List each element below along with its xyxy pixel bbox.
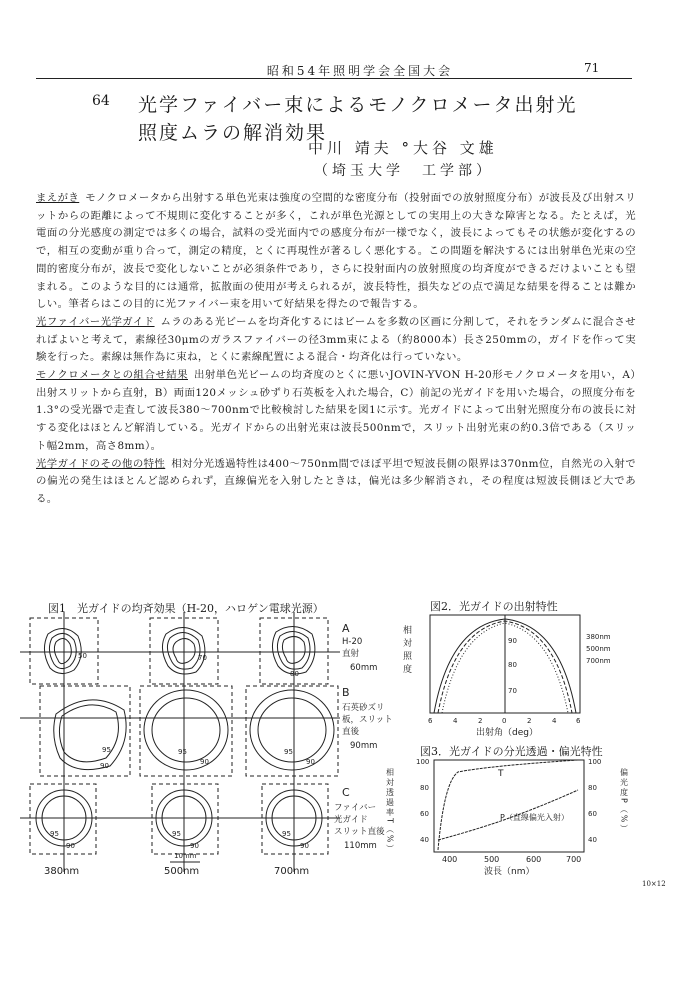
- legend-700: 700nm: [586, 657, 611, 665]
- row-a-label: A: [342, 622, 350, 635]
- figure2-chart: [388, 605, 638, 740]
- figure3-title: 図3．光ガイドの分光透過・偏光特性: [420, 745, 603, 758]
- row-a-label: 直射: [342, 649, 360, 659]
- row-b-label: 90mm: [350, 741, 378, 751]
- row-c-label: ファイバー: [334, 803, 377, 813]
- figure1-contour-maps: [20, 612, 393, 877]
- row-b-label: 石英砂ズリ: [342, 703, 385, 713]
- row-c-label: 110mm: [344, 841, 377, 851]
- affiliation: （埼玉大学 工学部）: [314, 163, 494, 179]
- legend-500: 500nm: [586, 645, 611, 653]
- section-introduction: [36, 190, 636, 314]
- figure2-xtick: 2: [478, 717, 483, 725]
- figure2-ytick: 70: [508, 687, 517, 695]
- contour-label: 90: [200, 758, 209, 766]
- contour-label: 90: [66, 842, 75, 850]
- curve-P-label: P（直線偏光入射）: [500, 813, 569, 822]
- figure2-xtick: 6: [576, 717, 581, 725]
- figure2-xtick: 6: [428, 717, 433, 725]
- section-text: モノクロメータから出射する単色光束は強度の空間的な密度分布（投射面での放射照度分布）が波長及び出射スリットからの距離によって不規則に変化することが多く，これが単色光源としての実用上の大きな障害となる。たとえば，光電面の分光感度の測定では多くの場合，試料の受光面内での感度分布が一様でなく，波長によってもその状態が変化するので，相互の変動が重り合って，測定の精度，とくに再現性が著るしく悪化する。この問題を解決するには出射単色光束の空間的密度分布が，波長で変化しないことが必須条件であり，さらに投射面内の放射照度の均斉度ができるだけよいことも望まれる。このような目的には通常，拡散面の使用が考えられるが，波長特性，損失などの点で満足な結果を得ることは難かしい。筆者らはこの目的に光ファイバー束を用いて好結果を得たので報告する。: [36, 192, 636, 311]
- contour-label: 95: [178, 748, 187, 756]
- row-c-label: 光ガイド: [334, 815, 368, 825]
- section-text: 相対分光透過特性は400～750nm間でほぼ平坦で短波長側の限界は370nm位，自然光の入射での偏光の発生はほとんど認められず，直線偏光を入射したときは，偏光は多少解消され，その程度は短波長側ほど大である。: [36, 457, 636, 505]
- figure2-ytick: 80: [508, 661, 517, 669]
- legend-380: 380nm: [586, 633, 611, 641]
- paper-title-line2: 照度ムラの解消効果: [138, 122, 328, 144]
- figure1-title: 図1 光ガイドの均斉効果（H-20，ハロゲン電球光源）: [48, 602, 324, 615]
- figure3-ytick-right: 80: [588, 784, 597, 792]
- contours-a-380: [44, 628, 81, 673]
- contour-label: 90: [100, 762, 109, 770]
- header-rule: [36, 78, 632, 79]
- contour-label: 90: [306, 758, 315, 766]
- contour-label: 90: [190, 842, 199, 850]
- contour-label: 95: [284, 748, 293, 756]
- body-text: [36, 190, 636, 509]
- contour-label: 95: [102, 746, 111, 754]
- figure2-title: 図2．光ガイドの出射特性: [430, 600, 558, 613]
- figure3-xlabel: 波長（nm）: [484, 867, 535, 877]
- curve-T: [438, 760, 578, 850]
- contour-b-700-90: [250, 690, 334, 770]
- paper-title-line1: 光学ファイバー束によるモノクロメータ出射光: [138, 94, 578, 116]
- contour-b-380-90: [54, 700, 126, 770]
- figure2-xlabel: 出射角（deg）: [476, 728, 538, 738]
- contour-label: 80: [290, 670, 299, 678]
- figure2-ytick: 90: [508, 637, 517, 645]
- row-b-label: 板，スリット: [342, 715, 393, 725]
- section-heading: モノクロメータとの組合せ結果: [36, 369, 188, 382]
- row-b-label: B: [342, 686, 350, 699]
- section-heading: 光学ガイドのその他の特性: [36, 457, 166, 470]
- contour-b-500-90: [144, 690, 228, 770]
- curve-T-label: T: [498, 769, 504, 779]
- figure2-xtick: 4: [552, 717, 557, 725]
- figure3-frame: [434, 760, 584, 852]
- figure2-xtick: 2: [527, 717, 532, 725]
- row-b-label: 直後: [342, 727, 360, 737]
- footer-code: 10×12: [642, 880, 666, 888]
- page-number: 71: [584, 61, 600, 75]
- contour-label: 90: [300, 842, 309, 850]
- contour-label: 95: [172, 830, 181, 838]
- figure3-ylabel-left: 相対透過率T（%）: [385, 768, 395, 855]
- section-monochromator: [36, 367, 636, 456]
- figure3-xtick: 600: [526, 855, 542, 864]
- figure3-ytick-right: 60: [588, 810, 597, 818]
- section-heading: 光ファイバー光学ガイド: [36, 315, 155, 328]
- section-text: ムラのある光ビームを均斉化するにはビームを多数の区画に分割して，それをランダムに混合させればよいと考えて，素線径30μmのガラスファイバーの径3mm束による（約8000本）長さ250mmの，ガイドを作って実験を行った。素線は無作為に束ね，とくに素線配置による混合・均斉化は行っていない。: [36, 315, 637, 364]
- contour-label: 95: [282, 830, 291, 838]
- contour-label: 70: [198, 654, 207, 662]
- figure3-ytick-right: 40: [588, 836, 597, 844]
- row-a-label: 60mm: [350, 663, 378, 673]
- figure3-ytick-left: 100: [416, 758, 430, 766]
- row-c-label: C: [342, 786, 350, 799]
- figure3-ytick-left: 40: [420, 836, 429, 844]
- figure3-ytick-right: 100: [588, 758, 602, 766]
- row-a-label: H-20: [342, 637, 363, 647]
- figure3-xtick: 400: [442, 855, 458, 864]
- figure3-chart: [385, 752, 638, 877]
- contour-label: 50: [78, 652, 87, 660]
- figure2-ylabel: 相対照度: [401, 625, 411, 677]
- section-fiber-guide: [36, 314, 636, 367]
- figure3-xtick: 700: [566, 855, 582, 864]
- figure3-ytick-left: 80: [420, 784, 429, 792]
- authors: 中川 靖夫 °大谷 文雄: [308, 139, 498, 157]
- column-label-380: 380nm: [44, 866, 80, 877]
- contour-label: 95: [50, 830, 59, 838]
- paper-number: 64: [92, 93, 110, 109]
- figure2-xtick: 4: [453, 717, 458, 725]
- section-text: 出射単色光ビームの均斉度のとくに悪いJOVIN-YVON H-20形モノクロメータを用い，A）出射スリットから直射，B）両面120メッシュ砂ずり石英板を入れた場合，C）前記の光ガイドを用いた場合，の照度分布を1.3°の受光器で走査して波長380～700nmで比較検討した結果を図1に示す。光ガイドによって出射光照度分布の波長に対する変化はほとんど解消している。光ガイドからの出射光束は波長500nmで，スリット出射光束の約0.3倍である（スリット幅2mm，高さ8mm）。: [36, 369, 636, 452]
- row-c-label: スリット直後: [334, 827, 385, 837]
- section-other-properties: [36, 456, 636, 509]
- column-label-700: 700nm: [274, 866, 310, 877]
- section-heading: まえがき: [36, 192, 80, 204]
- column-label-500: 500nm: [164, 866, 200, 877]
- scale-label: 10mm: [174, 852, 197, 860]
- figure3-xtick: 500: [484, 855, 500, 864]
- running-header: 昭和54年照明学会全国大会: [266, 64, 454, 78]
- figure3-ytick-left: 60: [420, 810, 429, 818]
- figure3-ylabel-right: 偏光度P（%）: [619, 768, 629, 835]
- figure2-xtick: 0: [502, 717, 507, 725]
